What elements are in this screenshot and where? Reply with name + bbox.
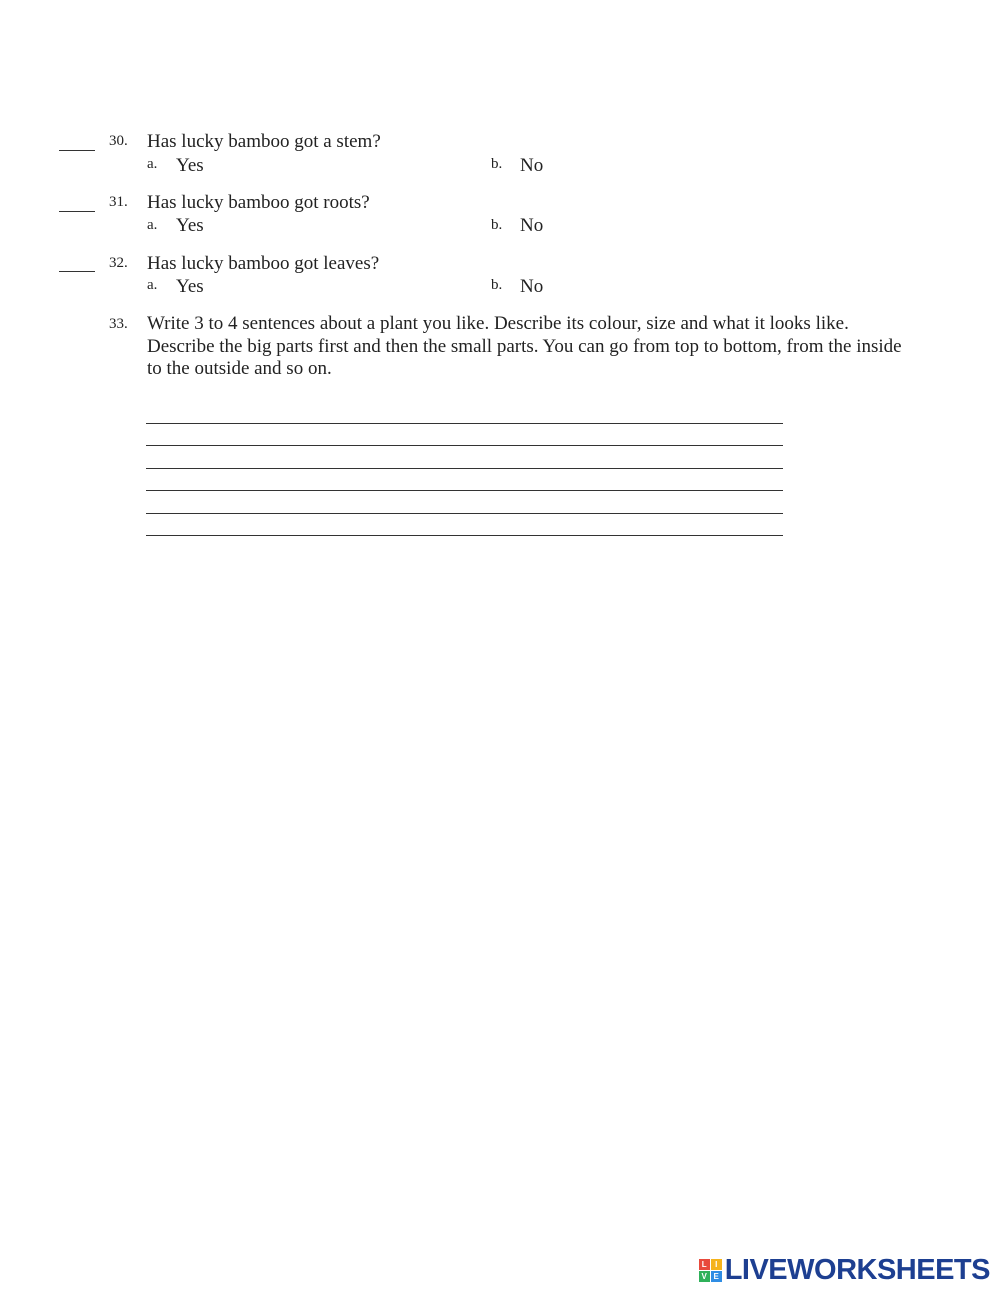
logo-block: I (711, 1259, 722, 1270)
option-letter: b. (491, 156, 503, 172)
option-yes[interactable]: Yes (176, 215, 204, 236)
question-number: 33. (109, 316, 128, 332)
prompt-line: to the outside and so on. (147, 358, 332, 379)
answer-blank-30[interactable] (59, 150, 95, 151)
option-letter: b. (491, 277, 503, 293)
writing-line[interactable] (146, 490, 783, 491)
question-number: 32. (109, 255, 128, 271)
question-number: 30. (109, 133, 128, 149)
live-blocks-icon (699, 1259, 722, 1282)
answer-blank-32[interactable] (59, 271, 95, 272)
option-letter: b. (491, 217, 503, 233)
option-no[interactable]: No (520, 215, 544, 236)
prompt-line: Describe the big parts first and then the small parts. You can go from top to bottom, from the inside (147, 335, 902, 357)
option-letter: a. (147, 277, 158, 293)
logo-text: LIVEWORKSHEETS (724, 1254, 990, 1286)
writing-line[interactable] (146, 423, 783, 424)
writing-line[interactable] (146, 535, 783, 536)
writing-line[interactable] (146, 513, 783, 514)
question-text: Has lucky bamboo got leaves? (147, 253, 380, 274)
logo-block: V (699, 1271, 710, 1282)
question-text: Has lucky bamboo got a stem? (147, 131, 381, 152)
option-letter: a. (147, 156, 158, 172)
answer-blank-31[interactable] (59, 211, 95, 212)
option-no[interactable]: No (520, 276, 544, 297)
liveworksheets-logo (699, 1254, 990, 1287)
option-yes[interactable]: Yes (176, 276, 204, 297)
option-letter: a. (147, 217, 158, 233)
option-yes[interactable]: Yes (176, 155, 204, 176)
writing-prompt (147, 313, 947, 381)
question-number: 31. (109, 194, 128, 210)
writing-line[interactable] (146, 468, 783, 469)
prompt-line: Write 3 to 4 sentences about a plant you like. Describe its colour, size and what it looks like. (147, 313, 849, 334)
logo-block: E (711, 1271, 722, 1282)
option-no[interactable]: No (520, 155, 544, 176)
logo-block: L (699, 1259, 710, 1270)
writing-line[interactable] (146, 445, 783, 446)
question-text: Has lucky bamboo got roots? (147, 192, 370, 213)
